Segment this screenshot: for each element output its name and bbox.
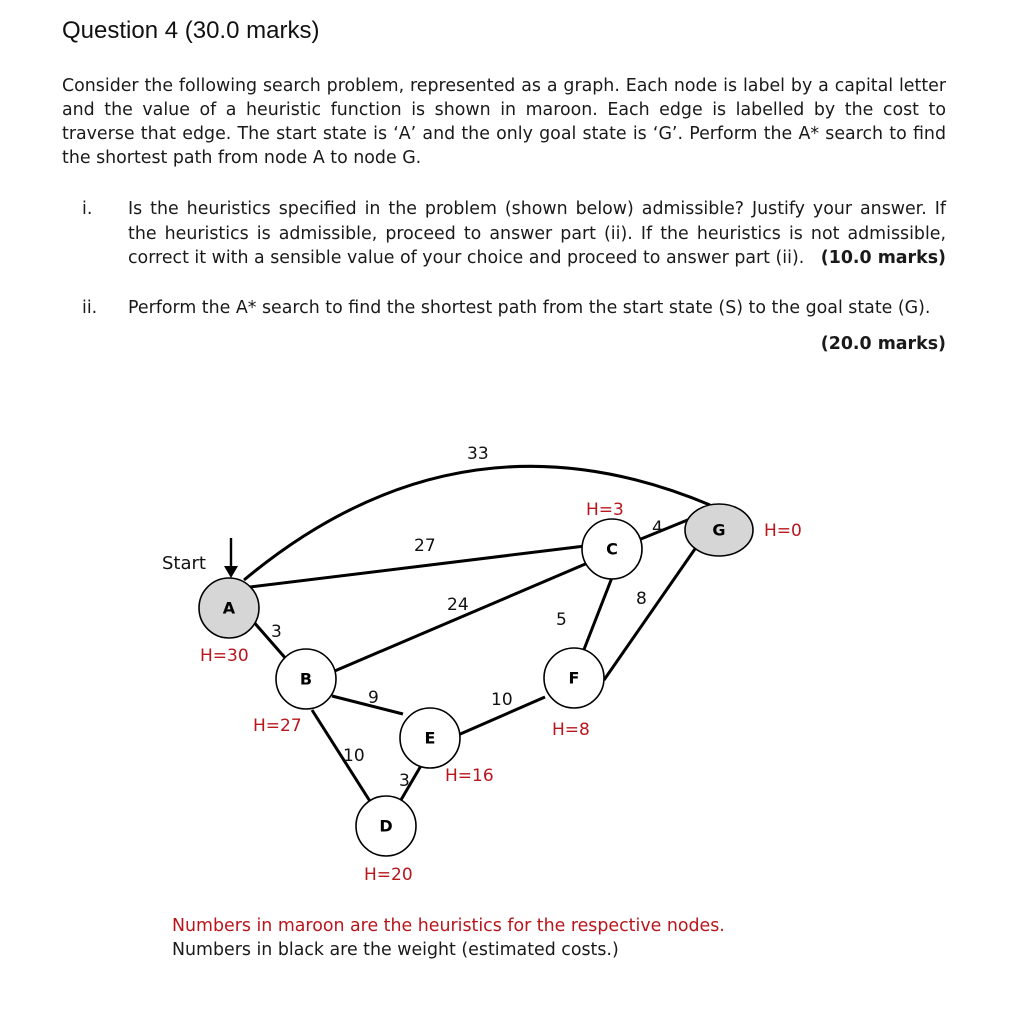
legend-weight-note: Numbers in black are the weight (estimated costs.)	[172, 940, 619, 960]
weight-a-c: 27	[414, 536, 436, 556]
weight-a-b: 3	[271, 622, 282, 642]
node-f	[544, 648, 604, 708]
node-c	[582, 519, 642, 579]
weight-c-g: 4	[652, 518, 663, 538]
node-label-b: B	[299, 669, 313, 689]
start-arrow-head	[224, 566, 238, 578]
heuristic-f: H=8	[552, 720, 590, 740]
node-d	[356, 796, 416, 856]
weight-d-e: 3	[399, 771, 410, 791]
heuristic-c: H=3	[586, 500, 624, 520]
part-marks: (10.0 marks)	[820, 248, 946, 268]
node-g	[685, 504, 753, 556]
weight-b-d: 10	[343, 746, 365, 766]
node-label-e: E	[424, 728, 436, 748]
weight-e-c: 10	[491, 690, 513, 710]
question-title: Question 4 (30.0 marks)	[62, 17, 320, 44]
part-text: Perform the A* search to find the shortest path from the start state (S) to the goal state (G).	[128, 297, 931, 318]
weight-c-f: 5	[556, 610, 567, 630]
node-label-f: F	[568, 668, 580, 688]
node-e	[400, 708, 460, 768]
part-marks: (20.0 marks)	[820, 334, 946, 354]
part-number: ii.	[82, 297, 98, 318]
part-text: Is the heuristics specified in the problem (shown below) admissible? Justify your answer. If the heuristics is admissible, proceed to answer part (ii). If the heuristics is not admissible, correct it with a sensible value of your choice and proceed to answer part (ii).	[128, 199, 946, 268]
weight-b-e: 9	[368, 688, 379, 708]
node-b	[276, 649, 336, 709]
weight-f-g: 8	[636, 589, 647, 609]
heuristic-g: H=0	[764, 521, 802, 541]
heuristic-e: H=16	[445, 766, 494, 786]
legend	[172, 914, 725, 962]
edge-c-g	[636, 519, 690, 541]
node-a	[199, 578, 259, 638]
node-label-g: G	[712, 520, 726, 540]
node-label-a: A	[222, 598, 236, 618]
node-label-d: D	[379, 816, 393, 836]
weight-b-c: 24	[447, 595, 469, 615]
node-label-c: C	[606, 539, 618, 559]
heuristic-b: H=27	[253, 716, 302, 736]
start-label: Start	[162, 553, 206, 574]
part-number: i.	[82, 199, 93, 219]
edge-a-g	[244, 466, 710, 580]
question-intro: Consider the following search problem, represented as a graph. Each node is label by a capital letter and the value of a heuristic function is shown in maroon. Each edge is labelled by the cost to traverse that edge. The start state is ‘A’ and the only goal state is ‘G’. Perform the A* search to find the shortest path from node A to node G.	[62, 76, 946, 168]
edge-b-c	[330, 562, 590, 673]
heuristic-a: H=30	[200, 646, 249, 666]
legend-heuristic-note: Numbers in maroon are the heuristics for the respective nodes.	[172, 916, 725, 936]
weight-a-g: 33	[467, 444, 489, 464]
heuristic-d: H=20	[364, 865, 413, 885]
edge-c-f	[583, 575, 613, 652]
